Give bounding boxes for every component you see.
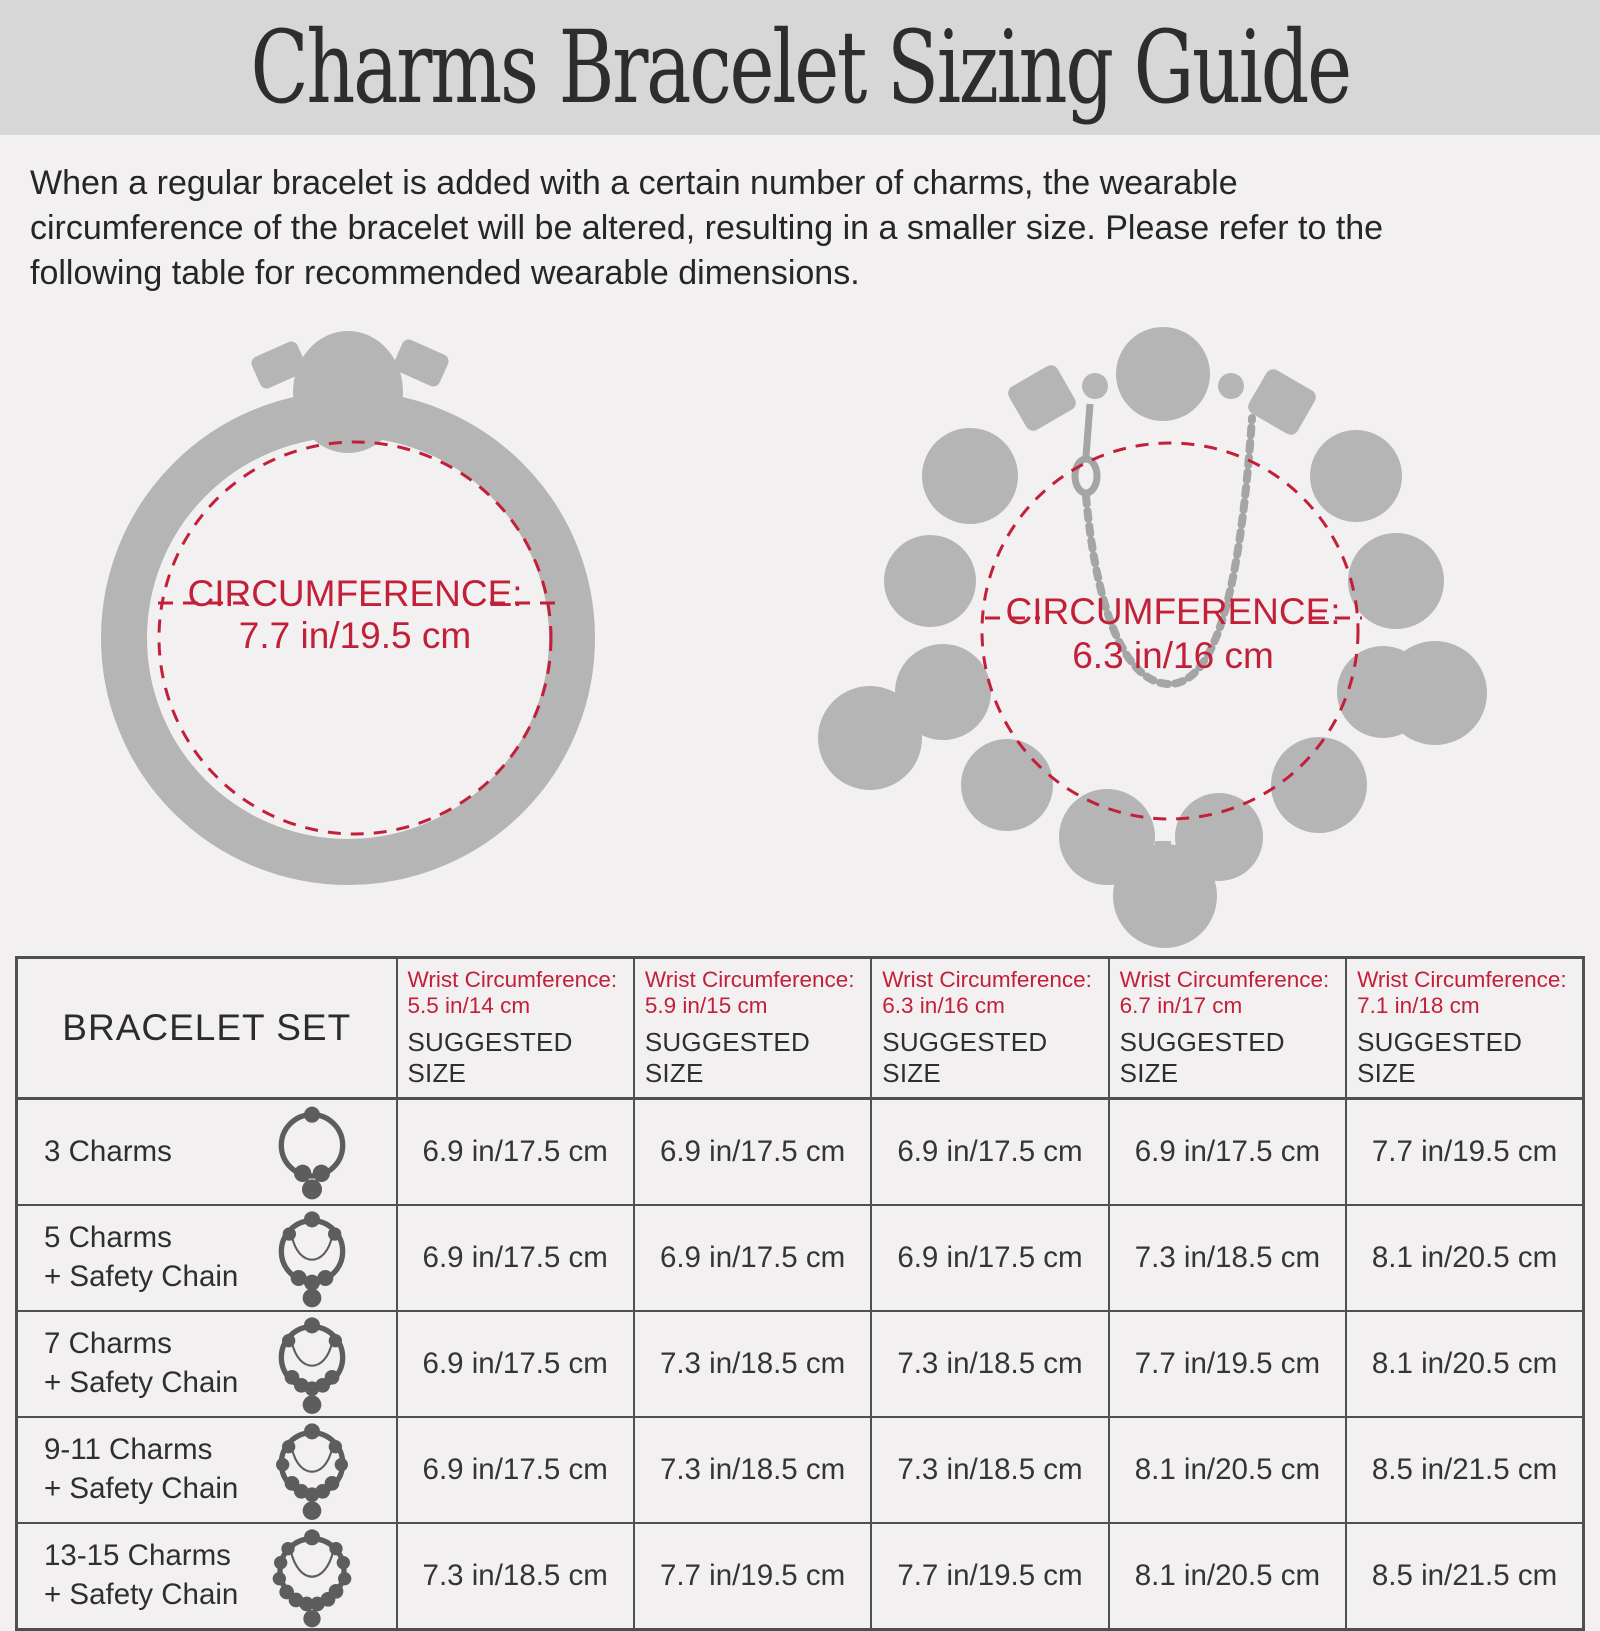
- wrist-column-header: [397, 957, 634, 1098]
- intro-line: circumference of the bracelet will be altered, resulting in a smaller size. Please refer to the: [30, 208, 1384, 247]
- suggested-size-label: SUGGESTED SIZE: [644, 1026, 810, 1088]
- size-cell: 8.1 in/20.5 cm: [1346, 1311, 1583, 1417]
- bracelet-set-cell: [17, 1098, 397, 1205]
- diagram-section: [0, 296, 1600, 956]
- table-header-row: [17, 957, 1584, 1098]
- bracelet-13-15-charms-safety-chain-icon: [268, 1524, 356, 1628]
- size-cell: 8.5 in/21.5 cm: [1346, 1417, 1583, 1523]
- size-cell: 8.1 in/20.5 cm: [1346, 1205, 1583, 1311]
- bracelet-3-charms-icon: [268, 1100, 356, 1204]
- size-cell: 7.7 in/19.5 cm: [871, 1523, 1108, 1630]
- size-cell: 7.3 in/18.5 cm: [1109, 1205, 1346, 1311]
- size-cell: 7.7 in/19.5 cm: [634, 1523, 871, 1630]
- table-row: [17, 1523, 1584, 1630]
- suggested-size-label: SUGGESTED SIZE: [407, 1026, 573, 1088]
- table-row: [17, 1098, 1584, 1205]
- bracelet-set-cell: [17, 1523, 397, 1630]
- circumference-value: 6.3 in/16 cm: [1072, 634, 1274, 676]
- size-cell: 6.9 in/17.5 cm: [397, 1098, 634, 1205]
- wrist-circumference-label: Wrist Circumference:: [882, 966, 1092, 992]
- sizing-table: [15, 956, 1585, 1631]
- bracelet-set-label: 7 Charms + Safety Chain: [44, 1327, 239, 1399]
- bracelet-set-header: BRACELET SET: [17, 957, 397, 1098]
- suggested-size-label: SUGGESTED SIZE: [882, 1026, 1048, 1088]
- bracelet-set-label: 13-15 Charms + Safety Chain: [44, 1539, 239, 1611]
- size-cell: 7.7 in/19.5 cm: [1109, 1311, 1346, 1417]
- plain-bracelet-silhouette: [40, 296, 660, 956]
- size-cell: 7.3 in/18.5 cm: [871, 1417, 1108, 1523]
- intro-line: following table for recommended wearable dimensions.: [30, 253, 860, 292]
- bracelet-set-cell: [17, 1417, 397, 1523]
- size-cell: 7.3 in/18.5 cm: [634, 1311, 871, 1417]
- bracelet-set-label: 5 Charms + Safety Chain: [44, 1221, 239, 1293]
- size-cell: 6.9 in/17.5 cm: [397, 1205, 634, 1311]
- suggested-size-label: SUGGESTED SIZE: [1357, 1026, 1523, 1088]
- bracelet-set-cell: [17, 1205, 397, 1311]
- size-cell: 8.1 in/20.5 cm: [1109, 1523, 1346, 1630]
- size-cell: 7.3 in/18.5 cm: [871, 1311, 1108, 1417]
- wrist-circumference-value: 6.3 in/16 cm: [882, 993, 1005, 1019]
- wrist-column-header: [1346, 957, 1583, 1098]
- wrist-circumference-label: Wrist Circumference:: [644, 966, 855, 992]
- wrist-circumference-value: 6.7 in/17 cm: [1119, 993, 1243, 1019]
- table-row: [17, 1311, 1584, 1417]
- bracelet-set-cell: [17, 1311, 397, 1417]
- wrist-column-header: [871, 957, 1108, 1098]
- wrist-circumference-label: Wrist Circumference:: [1119, 966, 1330, 992]
- size-cell: 6.9 in/17.5 cm: [397, 1311, 634, 1417]
- circumference-label: CIRCUMFERENCE:: [1005, 590, 1341, 632]
- circumference-value: 7.7 in/19.5 cm: [238, 614, 472, 656]
- bracelet-set-label: 3 Charms: [44, 1134, 172, 1168]
- bracelet-5-charms-safety-chain-icon: [268, 1206, 356, 1310]
- size-cell: 6.9 in/17.5 cm: [871, 1205, 1108, 1311]
- table-row: [17, 1417, 1584, 1523]
- size-cell: 6.9 in/17.5 cm: [1109, 1098, 1346, 1205]
- intro-line: When a regular bracelet is added with a certain number of charms, the wearable: [30, 164, 1238, 202]
- title-band: [0, 0, 1600, 135]
- size-cell: 8.5 in/21.5 cm: [1346, 1523, 1583, 1630]
- charm-bracelet-silhouette: [790, 296, 1530, 956]
- size-cell: 7.7 in/19.5 cm: [1346, 1098, 1583, 1205]
- bracelet-9-11-charms-safety-chain-icon: [268, 1418, 356, 1522]
- intro-paragraph: [0, 135, 1600, 296]
- size-cell: 6.9 in/17.5 cm: [634, 1205, 871, 1311]
- wrist-circumference-label: Wrist Circumference:: [407, 966, 618, 992]
- size-cell: 7.3 in/18.5 cm: [397, 1523, 634, 1630]
- wrist-circumference-value: 7.1 in/18 cm: [1357, 993, 1480, 1019]
- table-row: [17, 1205, 1584, 1311]
- wrist-circumference-value: 5.9 in/15 cm: [644, 993, 768, 1019]
- circumference-label: CIRCUMFERENCE:: [187, 572, 523, 614]
- page-title: Charms Bracelet Sizing Guide: [250, 8, 1350, 126]
- size-cell: 6.9 in/17.5 cm: [634, 1098, 871, 1205]
- size-cell: 6.9 in/17.5 cm: [397, 1417, 634, 1523]
- size-cell: 6.9 in/17.5 cm: [871, 1098, 1108, 1205]
- bracelet-set-label: 9-11 Charms + Safety Chain: [44, 1433, 239, 1505]
- suggested-size-label: SUGGESTED SIZE: [1119, 1026, 1285, 1088]
- wrist-circumference-value: 5.5 in/14 cm: [407, 993, 531, 1019]
- wrist-column-header: [634, 957, 871, 1098]
- wrist-circumference-label: Wrist Circumference:: [1357, 966, 1567, 992]
- wrist-column-header: [1109, 957, 1346, 1098]
- size-cell: 7.3 in/18.5 cm: [634, 1417, 871, 1523]
- size-cell: 8.1 in/20.5 cm: [1109, 1417, 1346, 1523]
- bracelet-7-charms-safety-chain-icon: [268, 1312, 356, 1416]
